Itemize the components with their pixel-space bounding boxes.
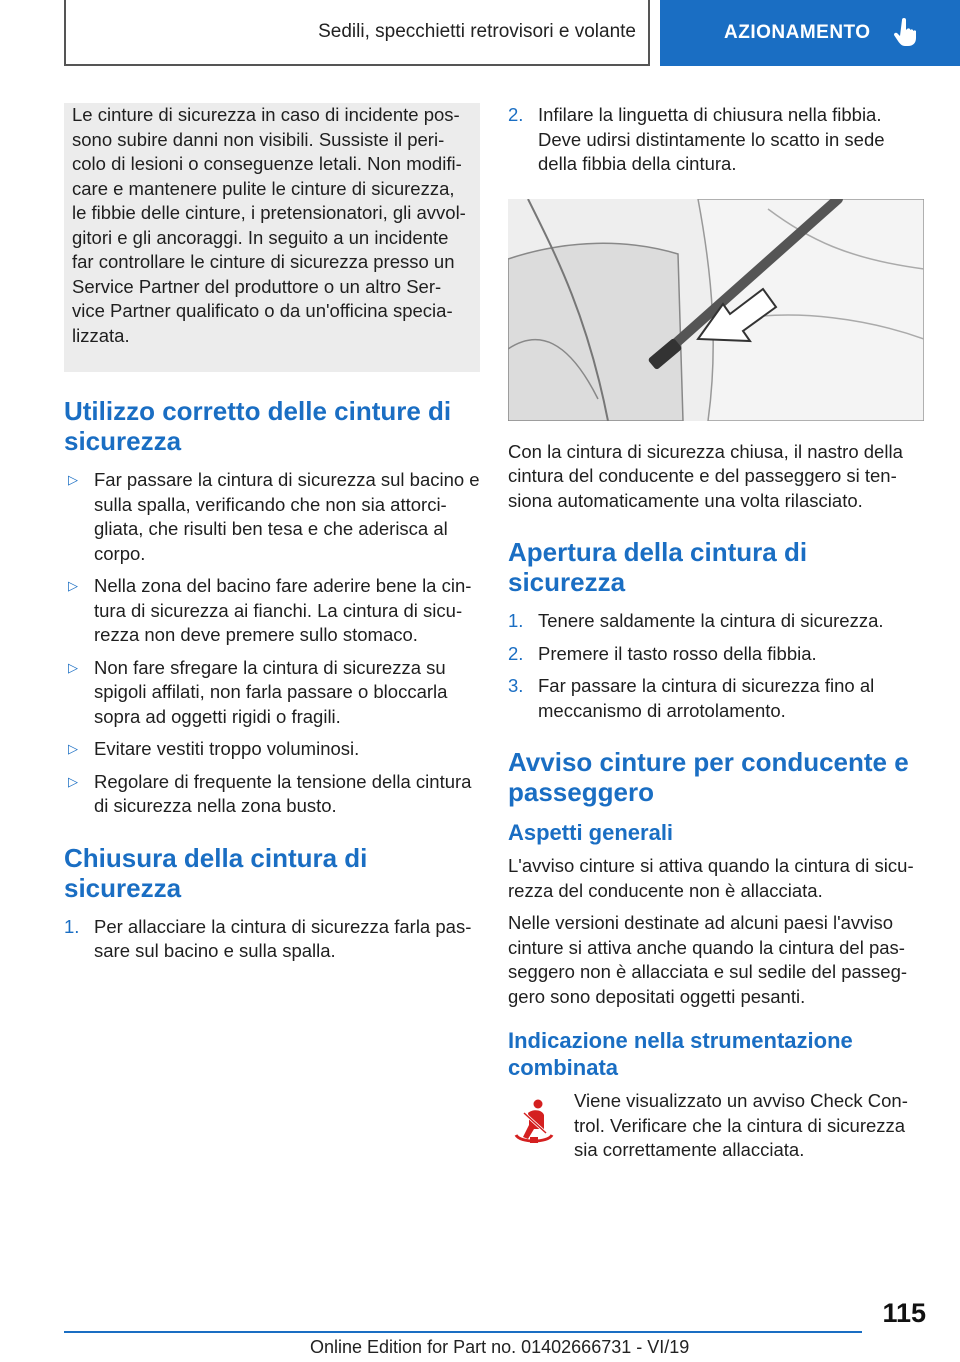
after-photo-text: Con la cintura di sicurezza chiusa, il nastro della cintura del conducente e del passeggero si ten-siona automaticamente una volta rilasciato.	[508, 440, 903, 511]
right-column	[508, 103, 924, 1163]
display-info-row	[508, 1089, 924, 1163]
triangle-right-icon: ▷	[68, 773, 78, 789]
step-text: Premere il tasto rosso della fibbia.	[538, 642, 817, 664]
bullet-text: Regolare di frequente la tensione della cintura di sicurezza nella zona busto.	[94, 770, 472, 816]
display-info-text: Viene visualizzato un avviso Check Con-trol. Verificare che la cintura di sicurezza sia correttamente allacciata.	[574, 1090, 908, 1160]
triangle-right-icon: ▷	[68, 472, 78, 487]
footer-divider	[64, 1331, 862, 1333]
numbered-step	[508, 609, 924, 634]
bullet-text: Far passare la cintura di sicurezza sul bacino e sulla spalla, verificando che non sia attorci-gliata, che risulti ben tesa e che aderisca al corpo.	[94, 469, 480, 564]
page-number: 115	[882, 1298, 926, 1328]
general-paragraph-1: L'avviso cinture si attiva quando la cintura di sicu-rezza del conducente non è allacciata.	[508, 855, 914, 901]
numbered-step	[508, 674, 924, 723]
header-section-title-box	[64, 0, 650, 66]
numbered-step	[508, 642, 924, 667]
step-text: Per allacciare la cintura di sicurezza farla pas-sare sul bacino e sulla spalla.	[94, 915, 472, 961]
subheading-general: Aspetti generali	[508, 820, 674, 845]
bullet-item	[64, 737, 480, 762]
subheading-instrument-display: Indicazione nella strumentazione combinata	[508, 1028, 853, 1080]
step-text: Tenere saldamente la cintura di sicurezza.	[538, 610, 884, 631]
header-chapter-tab	[660, 0, 960, 66]
pointing-hand-icon	[893, 18, 921, 48]
numbered-step	[508, 103, 924, 177]
triangle-right-icon: ▷	[68, 741, 78, 756]
bullet-item	[64, 770, 480, 819]
footer-edition-text: Online Edition for Part no. 01402666731 - VI/19	[310, 1337, 690, 1357]
bullet-text: Non fare sfregare la cintura di sicurezza su spigoli affilati, non farla passare o bloccarla sopra ad oggetti rigidi o fragili.	[94, 656, 448, 727]
step-text: Far passare la cintura di sicurezza fino al meccanismo di arrotolamento.	[538, 675, 875, 721]
bullet-item	[64, 468, 480, 566]
bullet-item	[64, 574, 480, 648]
step-number: 2.	[508, 104, 524, 125]
bullet-item	[64, 656, 480, 730]
seatbelt-warning-icon	[514, 1099, 554, 1145]
general-paragraph-2: Nelle versioni destinate ad alcuni paesi l'avviso cinture si attiva anche quando la cintura del pas-seggero non è allacciata e sul sedile del passeg-gero sono depositati oggetti pesanti.	[508, 912, 908, 1007]
step-number: 1.	[508, 610, 524, 631]
heading-opening: Apertura della cintura di sicurezza	[508, 537, 808, 597]
seatbelt-buckle-photo	[508, 199, 924, 421]
heading-belt-reminder: Avviso cinture per conducente e passeggero	[508, 747, 909, 807]
warning-text: Le cinture di sicurezza in caso di incidente pos- sono subire danni non visibili. Sussiste il peri- colo di lesioni o conseguenze letali. Non modifi- care e mantenere pulite le cinture di sicurezza, le fibbie delle cinture, i pretensionatori, gli avvol- gitori e gli ancoraggi. In seguito a un incidente far controllare le cinture di sicurezza presso un Service Partner del produttore o un altro Ser- vice Partner qualificato o da un'officina specia- lizzata.	[72, 104, 466, 346]
left-column	[64, 103, 480, 972]
step-number: 3.	[508, 675, 524, 696]
warning-box	[64, 103, 480, 372]
bullet-text: Nella zona del bacino fare aderire bene la cin-tura di sicurezza ai fianchi. La cintura di sicu-rezza non deve premere sullo stomaco.	[94, 575, 472, 645]
triangle-right-icon: ▷	[68, 578, 78, 593]
step-text: Infilare la linguetta di chiusura nella fibbia. Deve udirsi distintamente lo scatto in sede della fibbia della cintura.	[538, 104, 885, 174]
header-chapter-title: AZIONAMENTO	[724, 22, 871, 43]
step-number: 1.	[64, 915, 80, 937]
triangle-right-icon: ▷	[68, 659, 78, 675]
numbered-step	[64, 915, 480, 964]
bullet-text: Evitare vestiti troppo voluminosi.	[94, 738, 360, 759]
header-section-title: Sedili, specchietti retrovisori e volante	[318, 21, 636, 42]
heading-correct-usage: Utilizzo corretto delle cinture di sicurezza	[64, 396, 452, 456]
step-number: 2.	[508, 642, 524, 664]
heading-fastening: Chiusura della cintura di sicurezza	[64, 842, 368, 903]
